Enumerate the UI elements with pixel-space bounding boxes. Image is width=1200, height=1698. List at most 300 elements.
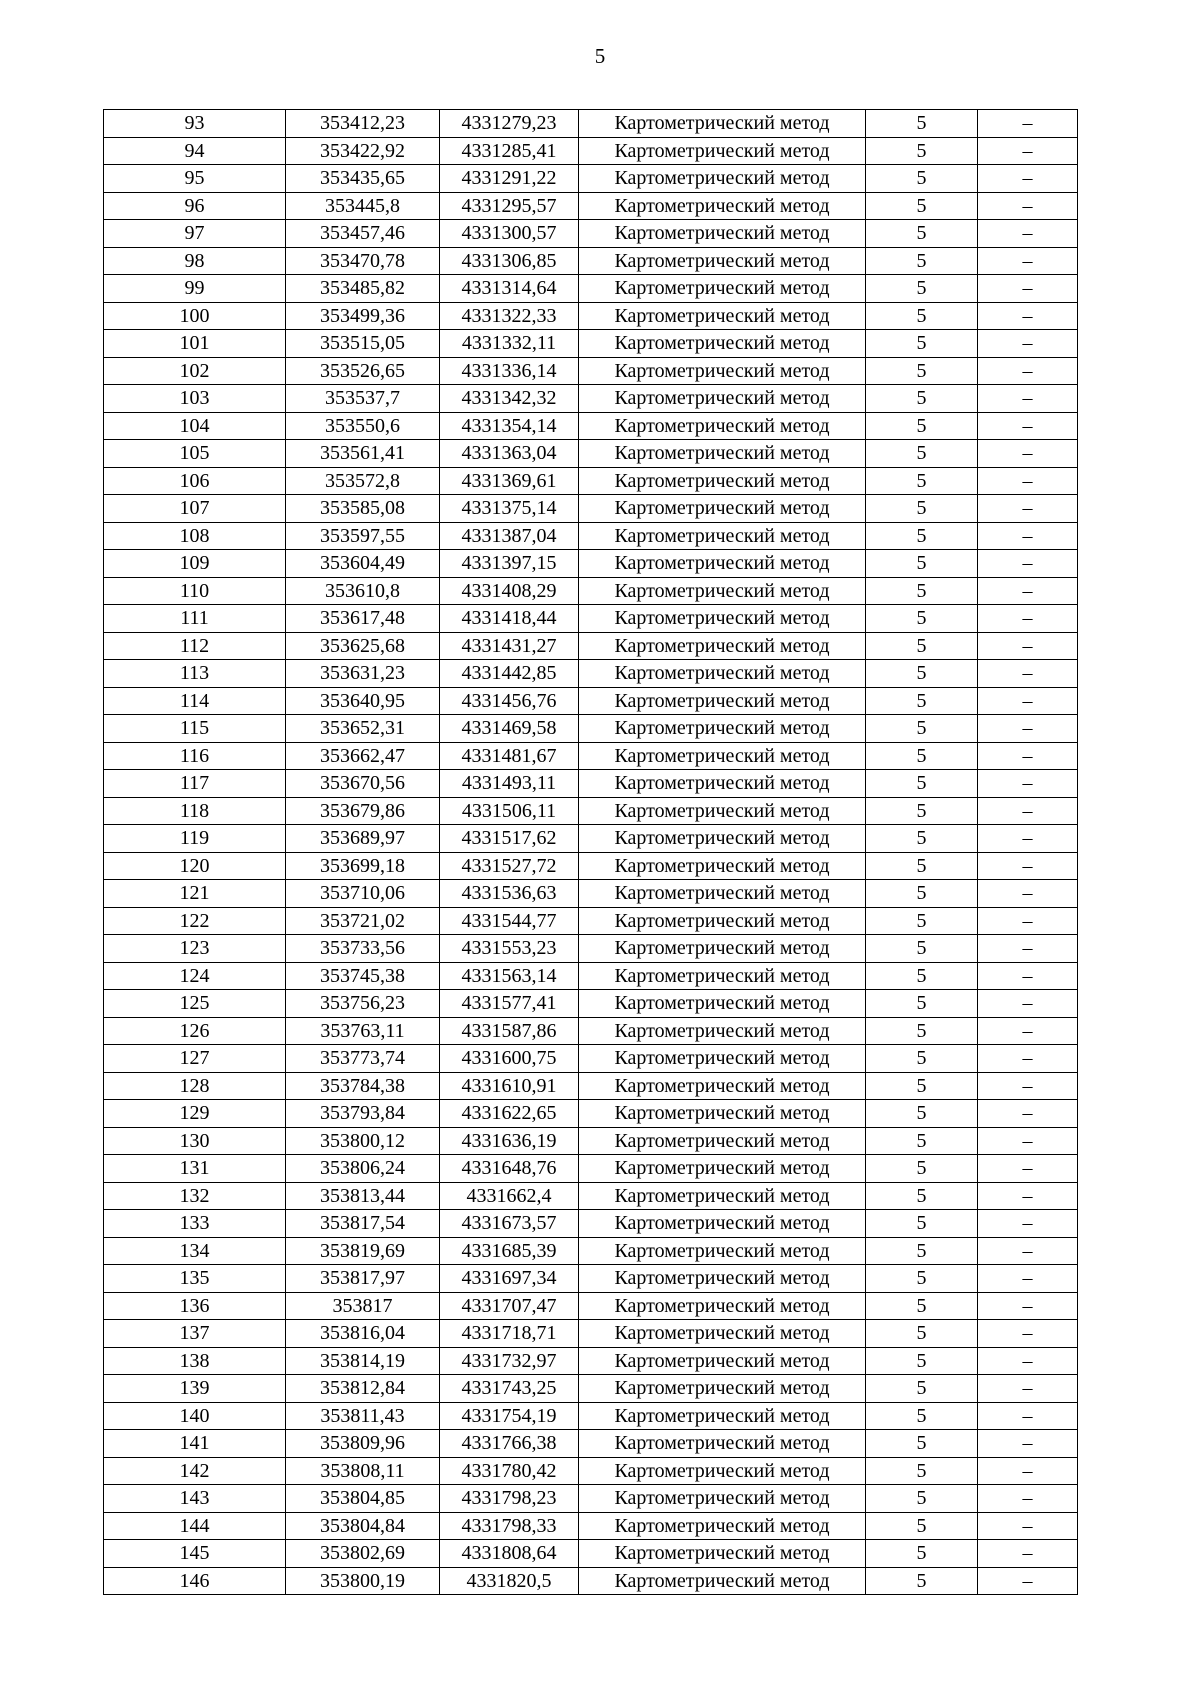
point-number-cell: 114 bbox=[104, 687, 286, 715]
table-row bbox=[104, 880, 1078, 908]
x-coordinate-cell: 353625,68 bbox=[286, 632, 440, 660]
accuracy-cell: 5 bbox=[866, 550, 978, 578]
point-number-cell: 139 bbox=[104, 1375, 286, 1403]
note-cell: – bbox=[978, 1237, 1078, 1265]
accuracy-cell: 5 bbox=[866, 605, 978, 633]
accuracy-cell: 5 bbox=[866, 1292, 978, 1320]
table-row bbox=[104, 1320, 1078, 1348]
x-coordinate-cell: 353499,36 bbox=[286, 302, 440, 330]
method-cell: Картометрический метод bbox=[579, 522, 866, 550]
note-cell: – bbox=[978, 687, 1078, 715]
y-coordinate-cell: 4331766,38 bbox=[440, 1430, 579, 1458]
x-coordinate-cell: 353817,54 bbox=[286, 1210, 440, 1238]
point-number-cell: 146 bbox=[104, 1567, 286, 1595]
method-cell: Картометрический метод bbox=[579, 1072, 866, 1100]
y-coordinate-cell: 4331622,65 bbox=[440, 1100, 579, 1128]
note-cell: – bbox=[978, 1430, 1078, 1458]
accuracy-cell: 5 bbox=[866, 110, 978, 138]
accuracy-cell: 5 bbox=[866, 1457, 978, 1485]
y-coordinate-cell: 4331493,11 bbox=[440, 770, 579, 798]
method-cell: Картометрический метод bbox=[579, 1127, 866, 1155]
note-cell: – bbox=[978, 1292, 1078, 1320]
method-cell: Картометрический метод bbox=[579, 1567, 866, 1595]
method-cell: Картометрический метод bbox=[579, 412, 866, 440]
x-coordinate-cell: 353721,02 bbox=[286, 907, 440, 935]
point-number-cell: 97 bbox=[104, 220, 286, 248]
point-number-cell: 121 bbox=[104, 880, 286, 908]
y-coordinate-cell: 4331322,33 bbox=[440, 302, 579, 330]
table-row bbox=[104, 165, 1078, 193]
table-row bbox=[104, 1292, 1078, 1320]
x-coordinate-cell: 353804,85 bbox=[286, 1485, 440, 1513]
x-coordinate-cell: 353670,56 bbox=[286, 770, 440, 798]
y-coordinate-cell: 4331718,71 bbox=[440, 1320, 579, 1348]
y-coordinate-cell: 4331553,23 bbox=[440, 935, 579, 963]
accuracy-cell: 5 bbox=[866, 275, 978, 303]
y-coordinate-cell: 4331314,64 bbox=[440, 275, 579, 303]
note-cell: – bbox=[978, 522, 1078, 550]
table-row bbox=[104, 660, 1078, 688]
x-coordinate-cell: 353811,43 bbox=[286, 1402, 440, 1430]
note-cell: – bbox=[978, 715, 1078, 743]
table-row bbox=[104, 1430, 1078, 1458]
table-row bbox=[104, 495, 1078, 523]
note-cell: – bbox=[978, 605, 1078, 633]
y-coordinate-cell: 4331544,77 bbox=[440, 907, 579, 935]
y-coordinate-cell: 4331577,41 bbox=[440, 990, 579, 1018]
point-number-cell: 134 bbox=[104, 1237, 286, 1265]
table-row bbox=[104, 302, 1078, 330]
table-row bbox=[104, 220, 1078, 248]
method-cell: Картометрический метод bbox=[579, 220, 866, 248]
method-cell: Картометрический метод bbox=[579, 1347, 866, 1375]
method-cell: Картометрический метод bbox=[579, 137, 866, 165]
method-cell: Картометрический метод bbox=[579, 715, 866, 743]
accuracy-cell: 5 bbox=[866, 1485, 978, 1513]
point-number-cell: 122 bbox=[104, 907, 286, 935]
x-coordinate-cell: 353819,69 bbox=[286, 1237, 440, 1265]
accuracy-cell: 5 bbox=[866, 1155, 978, 1183]
table-row bbox=[104, 1457, 1078, 1485]
point-number-cell: 126 bbox=[104, 1017, 286, 1045]
note-cell: – bbox=[978, 660, 1078, 688]
note-cell: – bbox=[978, 825, 1078, 853]
note-cell: – bbox=[978, 1347, 1078, 1375]
note-cell: – bbox=[978, 935, 1078, 963]
y-coordinate-cell: 4331336,14 bbox=[440, 357, 579, 385]
x-coordinate-cell: 353550,6 bbox=[286, 412, 440, 440]
note-cell: – bbox=[978, 1402, 1078, 1430]
y-coordinate-cell: 4331798,23 bbox=[440, 1485, 579, 1513]
accuracy-cell: 5 bbox=[866, 797, 978, 825]
table-row bbox=[104, 1127, 1078, 1155]
y-coordinate-cell: 4331456,76 bbox=[440, 687, 579, 715]
accuracy-cell: 5 bbox=[866, 577, 978, 605]
coordinates-table-body bbox=[104, 110, 1078, 1595]
x-coordinate-cell: 353515,05 bbox=[286, 330, 440, 358]
accuracy-cell: 5 bbox=[866, 412, 978, 440]
point-number-cell: 95 bbox=[104, 165, 286, 193]
table-row bbox=[104, 1237, 1078, 1265]
method-cell: Картометрический метод bbox=[579, 302, 866, 330]
note-cell: – bbox=[978, 1485, 1078, 1513]
x-coordinate-cell: 353604,49 bbox=[286, 550, 440, 578]
note-cell: – bbox=[978, 1072, 1078, 1100]
method-cell: Картометрический метод bbox=[579, 440, 866, 468]
point-number-cell: 127 bbox=[104, 1045, 286, 1073]
note-cell: – bbox=[978, 302, 1078, 330]
table-row bbox=[104, 1485, 1078, 1513]
x-coordinate-cell: 353526,65 bbox=[286, 357, 440, 385]
note-cell: – bbox=[978, 990, 1078, 1018]
y-coordinate-cell: 4331285,41 bbox=[440, 137, 579, 165]
table-row bbox=[104, 275, 1078, 303]
x-coordinate-cell: 353631,23 bbox=[286, 660, 440, 688]
accuracy-cell: 5 bbox=[866, 880, 978, 908]
x-coordinate-cell: 353689,97 bbox=[286, 825, 440, 853]
accuracy-cell: 5 bbox=[866, 742, 978, 770]
y-coordinate-cell: 4331685,39 bbox=[440, 1237, 579, 1265]
method-cell: Картометрический метод bbox=[579, 192, 866, 220]
y-coordinate-cell: 4331442,85 bbox=[440, 660, 579, 688]
table-row bbox=[104, 1567, 1078, 1595]
accuracy-cell: 5 bbox=[866, 522, 978, 550]
accuracy-cell: 5 bbox=[866, 495, 978, 523]
y-coordinate-cell: 4331820,5 bbox=[440, 1567, 579, 1595]
point-number-cell: 118 bbox=[104, 797, 286, 825]
point-number-cell: 130 bbox=[104, 1127, 286, 1155]
table-row bbox=[104, 715, 1078, 743]
table-row bbox=[104, 1512, 1078, 1540]
accuracy-cell: 5 bbox=[866, 1072, 978, 1100]
accuracy-cell: 5 bbox=[866, 990, 978, 1018]
method-cell: Картометрический метод bbox=[579, 1265, 866, 1293]
x-coordinate-cell: 353457,46 bbox=[286, 220, 440, 248]
x-coordinate-cell: 353756,23 bbox=[286, 990, 440, 1018]
accuracy-cell: 5 bbox=[866, 1512, 978, 1540]
x-coordinate-cell: 353733,56 bbox=[286, 935, 440, 963]
point-number-cell: 144 bbox=[104, 1512, 286, 1540]
point-number-cell: 145 bbox=[104, 1540, 286, 1568]
table-row bbox=[104, 990, 1078, 1018]
accuracy-cell: 5 bbox=[866, 1127, 978, 1155]
x-coordinate-cell: 353814,19 bbox=[286, 1347, 440, 1375]
note-cell: – bbox=[978, 1457, 1078, 1485]
method-cell: Картометрический метод bbox=[579, 385, 866, 413]
point-number-cell: 142 bbox=[104, 1457, 286, 1485]
y-coordinate-cell: 4331369,61 bbox=[440, 467, 579, 495]
note-cell: – bbox=[978, 632, 1078, 660]
method-cell: Картометрический метод bbox=[579, 275, 866, 303]
point-number-cell: 131 bbox=[104, 1155, 286, 1183]
table-row bbox=[104, 1347, 1078, 1375]
method-cell: Картометрический метод bbox=[579, 632, 866, 660]
y-coordinate-cell: 4331536,63 bbox=[440, 880, 579, 908]
point-number-cell: 140 bbox=[104, 1402, 286, 1430]
accuracy-cell: 5 bbox=[866, 852, 978, 880]
y-coordinate-cell: 4331354,14 bbox=[440, 412, 579, 440]
point-number-cell: 123 bbox=[104, 935, 286, 963]
accuracy-cell: 5 bbox=[866, 660, 978, 688]
table-row bbox=[104, 742, 1078, 770]
x-coordinate-cell: 353800,12 bbox=[286, 1127, 440, 1155]
note-cell: – bbox=[978, 495, 1078, 523]
x-coordinate-cell: 353802,69 bbox=[286, 1540, 440, 1568]
method-cell: Картометрический метод bbox=[579, 330, 866, 358]
point-number-cell: 136 bbox=[104, 1292, 286, 1320]
accuracy-cell: 5 bbox=[866, 220, 978, 248]
method-cell: Картометрический метод bbox=[579, 770, 866, 798]
point-number-cell: 110 bbox=[104, 577, 286, 605]
method-cell: Картометрический метод bbox=[579, 880, 866, 908]
method-cell: Картометрический метод bbox=[579, 1182, 866, 1210]
y-coordinate-cell: 4331469,58 bbox=[440, 715, 579, 743]
method-cell: Картометрический метод bbox=[579, 247, 866, 275]
accuracy-cell: 5 bbox=[866, 440, 978, 468]
x-coordinate-cell: 353597,55 bbox=[286, 522, 440, 550]
method-cell: Картометрический метод bbox=[579, 935, 866, 963]
method-cell: Картометрический метод bbox=[579, 357, 866, 385]
x-coordinate-cell: 353806,24 bbox=[286, 1155, 440, 1183]
x-coordinate-cell: 353773,74 bbox=[286, 1045, 440, 1073]
x-coordinate-cell: 353412,23 bbox=[286, 110, 440, 138]
table-row bbox=[104, 907, 1078, 935]
y-coordinate-cell: 4331600,75 bbox=[440, 1045, 579, 1073]
y-coordinate-cell: 4331648,76 bbox=[440, 1155, 579, 1183]
method-cell: Картометрический метод bbox=[579, 1485, 866, 1513]
y-coordinate-cell: 4331563,14 bbox=[440, 962, 579, 990]
method-cell: Картометрический метод bbox=[579, 852, 866, 880]
accuracy-cell: 5 bbox=[866, 330, 978, 358]
point-number-cell: 99 bbox=[104, 275, 286, 303]
point-number-cell: 124 bbox=[104, 962, 286, 990]
point-number-cell: 102 bbox=[104, 357, 286, 385]
accuracy-cell: 5 bbox=[866, 467, 978, 495]
point-number-cell: 125 bbox=[104, 990, 286, 1018]
point-number-cell: 104 bbox=[104, 412, 286, 440]
accuracy-cell: 5 bbox=[866, 632, 978, 660]
y-coordinate-cell: 4331707,47 bbox=[440, 1292, 579, 1320]
table-row bbox=[104, 357, 1078, 385]
note-cell: – bbox=[978, 1540, 1078, 1568]
table-row bbox=[104, 962, 1078, 990]
x-coordinate-cell: 353679,86 bbox=[286, 797, 440, 825]
x-coordinate-cell: 353445,8 bbox=[286, 192, 440, 220]
point-number-cell: 113 bbox=[104, 660, 286, 688]
x-coordinate-cell: 353470,78 bbox=[286, 247, 440, 275]
method-cell: Картометрический метод bbox=[579, 962, 866, 990]
table-row bbox=[104, 385, 1078, 413]
method-cell: Картометрический метод bbox=[579, 1237, 866, 1265]
y-coordinate-cell: 4331481,67 bbox=[440, 742, 579, 770]
point-number-cell: 112 bbox=[104, 632, 286, 660]
accuracy-cell: 5 bbox=[866, 1237, 978, 1265]
note-cell: – bbox=[978, 577, 1078, 605]
note-cell: – bbox=[978, 440, 1078, 468]
accuracy-cell: 5 bbox=[866, 1045, 978, 1073]
note-cell: – bbox=[978, 770, 1078, 798]
point-number-cell: 107 bbox=[104, 495, 286, 523]
note-cell: – bbox=[978, 192, 1078, 220]
note-cell: – bbox=[978, 1567, 1078, 1595]
table-row bbox=[104, 935, 1078, 963]
point-number-cell: 128 bbox=[104, 1072, 286, 1100]
table-row bbox=[104, 1100, 1078, 1128]
table-row bbox=[104, 852, 1078, 880]
table-row bbox=[104, 632, 1078, 660]
table-row bbox=[104, 247, 1078, 275]
accuracy-cell: 5 bbox=[866, 302, 978, 330]
x-coordinate-cell: 353793,84 bbox=[286, 1100, 440, 1128]
table-row bbox=[104, 825, 1078, 853]
y-coordinate-cell: 4331300,57 bbox=[440, 220, 579, 248]
x-coordinate-cell: 353422,92 bbox=[286, 137, 440, 165]
method-cell: Картометрический метод bbox=[579, 467, 866, 495]
table-row bbox=[104, 1265, 1078, 1293]
method-cell: Картометрический метод bbox=[579, 742, 866, 770]
method-cell: Картометрический метод bbox=[579, 1375, 866, 1403]
x-coordinate-cell: 353610,8 bbox=[286, 577, 440, 605]
accuracy-cell: 5 bbox=[866, 1210, 978, 1238]
point-number-cell: 101 bbox=[104, 330, 286, 358]
y-coordinate-cell: 4331754,19 bbox=[440, 1402, 579, 1430]
table-row bbox=[104, 1045, 1078, 1073]
note-cell: – bbox=[978, 962, 1078, 990]
method-cell: Картометрический метод bbox=[579, 1320, 866, 1348]
x-coordinate-cell: 353617,48 bbox=[286, 605, 440, 633]
table-row bbox=[104, 522, 1078, 550]
accuracy-cell: 5 bbox=[866, 1540, 978, 1568]
accuracy-cell: 5 bbox=[866, 907, 978, 935]
note-cell: – bbox=[978, 1017, 1078, 1045]
y-coordinate-cell: 4331697,34 bbox=[440, 1265, 579, 1293]
table-row bbox=[104, 687, 1078, 715]
method-cell: Картометрический метод bbox=[579, 990, 866, 1018]
point-number-cell: 93 bbox=[104, 110, 286, 138]
x-coordinate-cell: 353784,38 bbox=[286, 1072, 440, 1100]
table-row bbox=[104, 605, 1078, 633]
note-cell: – bbox=[978, 357, 1078, 385]
table-row bbox=[104, 467, 1078, 495]
method-cell: Картометрический метод bbox=[579, 797, 866, 825]
table-row bbox=[104, 550, 1078, 578]
table-row bbox=[104, 412, 1078, 440]
y-coordinate-cell: 4331431,27 bbox=[440, 632, 579, 660]
y-coordinate-cell: 4331279,23 bbox=[440, 110, 579, 138]
table-row bbox=[104, 110, 1078, 138]
accuracy-cell: 5 bbox=[866, 1182, 978, 1210]
note-cell: – bbox=[978, 1182, 1078, 1210]
method-cell: Картометрический метод bbox=[579, 550, 866, 578]
method-cell: Картометрический метод bbox=[579, 687, 866, 715]
table-row bbox=[104, 192, 1078, 220]
coordinates-table bbox=[103, 109, 1078, 1595]
x-coordinate-cell: 353485,82 bbox=[286, 275, 440, 303]
table-row bbox=[104, 770, 1078, 798]
y-coordinate-cell: 4331295,57 bbox=[440, 192, 579, 220]
point-number-cell: 143 bbox=[104, 1485, 286, 1513]
note-cell: – bbox=[978, 880, 1078, 908]
note-cell: – bbox=[978, 742, 1078, 770]
accuracy-cell: 5 bbox=[866, 1100, 978, 1128]
note-cell: – bbox=[978, 550, 1078, 578]
note-cell: – bbox=[978, 220, 1078, 248]
point-number-cell: 103 bbox=[104, 385, 286, 413]
table-row bbox=[104, 1072, 1078, 1100]
point-number-cell: 133 bbox=[104, 1210, 286, 1238]
y-coordinate-cell: 4331332,11 bbox=[440, 330, 579, 358]
method-cell: Картометрический метод bbox=[579, 660, 866, 688]
table-row bbox=[104, 1017, 1078, 1045]
y-coordinate-cell: 4331798,33 bbox=[440, 1512, 579, 1540]
note-cell: – bbox=[978, 1100, 1078, 1128]
note-cell: – bbox=[978, 1210, 1078, 1238]
x-coordinate-cell: 353585,08 bbox=[286, 495, 440, 523]
x-coordinate-cell: 353800,19 bbox=[286, 1567, 440, 1595]
y-coordinate-cell: 4331291,22 bbox=[440, 165, 579, 193]
point-number-cell: 94 bbox=[104, 137, 286, 165]
method-cell: Картометрический метод bbox=[579, 825, 866, 853]
note-cell: – bbox=[978, 1127, 1078, 1155]
note-cell: – bbox=[978, 1320, 1078, 1348]
x-coordinate-cell: 353435,65 bbox=[286, 165, 440, 193]
method-cell: Картометрический метод bbox=[579, 165, 866, 193]
method-cell: Картометрический метод bbox=[579, 577, 866, 605]
point-number-cell: 119 bbox=[104, 825, 286, 853]
x-coordinate-cell: 353809,96 bbox=[286, 1430, 440, 1458]
accuracy-cell: 5 bbox=[866, 825, 978, 853]
x-coordinate-cell: 353537,7 bbox=[286, 385, 440, 413]
y-coordinate-cell: 4331732,97 bbox=[440, 1347, 579, 1375]
table-row bbox=[104, 797, 1078, 825]
table-row bbox=[104, 577, 1078, 605]
table-row bbox=[104, 137, 1078, 165]
accuracy-cell: 5 bbox=[866, 1430, 978, 1458]
x-coordinate-cell: 353763,11 bbox=[286, 1017, 440, 1045]
x-coordinate-cell: 353816,04 bbox=[286, 1320, 440, 1348]
point-number-cell: 129 bbox=[104, 1100, 286, 1128]
method-cell: Картометрический метод bbox=[579, 110, 866, 138]
method-cell: Картометрический метод bbox=[579, 1457, 866, 1485]
x-coordinate-cell: 353808,11 bbox=[286, 1457, 440, 1485]
point-number-cell: 137 bbox=[104, 1320, 286, 1348]
point-number-cell: 117 bbox=[104, 770, 286, 798]
point-number-cell: 111 bbox=[104, 605, 286, 633]
note-cell: – bbox=[978, 165, 1078, 193]
y-coordinate-cell: 4331397,15 bbox=[440, 550, 579, 578]
point-number-cell: 115 bbox=[104, 715, 286, 743]
x-coordinate-cell: 353817,97 bbox=[286, 1265, 440, 1293]
y-coordinate-cell: 4331506,11 bbox=[440, 797, 579, 825]
accuracy-cell: 5 bbox=[866, 137, 978, 165]
accuracy-cell: 5 bbox=[866, 1567, 978, 1595]
note-cell: – bbox=[978, 110, 1078, 138]
y-coordinate-cell: 4331587,86 bbox=[440, 1017, 579, 1045]
method-cell: Картометрический метод bbox=[579, 1017, 866, 1045]
note-cell: – bbox=[978, 907, 1078, 935]
table-row bbox=[104, 440, 1078, 468]
point-number-cell: 106 bbox=[104, 467, 286, 495]
y-coordinate-cell: 4331636,19 bbox=[440, 1127, 579, 1155]
y-coordinate-cell: 4331375,14 bbox=[440, 495, 579, 523]
accuracy-cell: 5 bbox=[866, 192, 978, 220]
point-number-cell: 105 bbox=[104, 440, 286, 468]
y-coordinate-cell: 4331387,04 bbox=[440, 522, 579, 550]
method-cell: Картометрический метод bbox=[579, 907, 866, 935]
x-coordinate-cell: 353699,18 bbox=[286, 852, 440, 880]
method-cell: Картометрический метод bbox=[579, 1155, 866, 1183]
note-cell: – bbox=[978, 1045, 1078, 1073]
